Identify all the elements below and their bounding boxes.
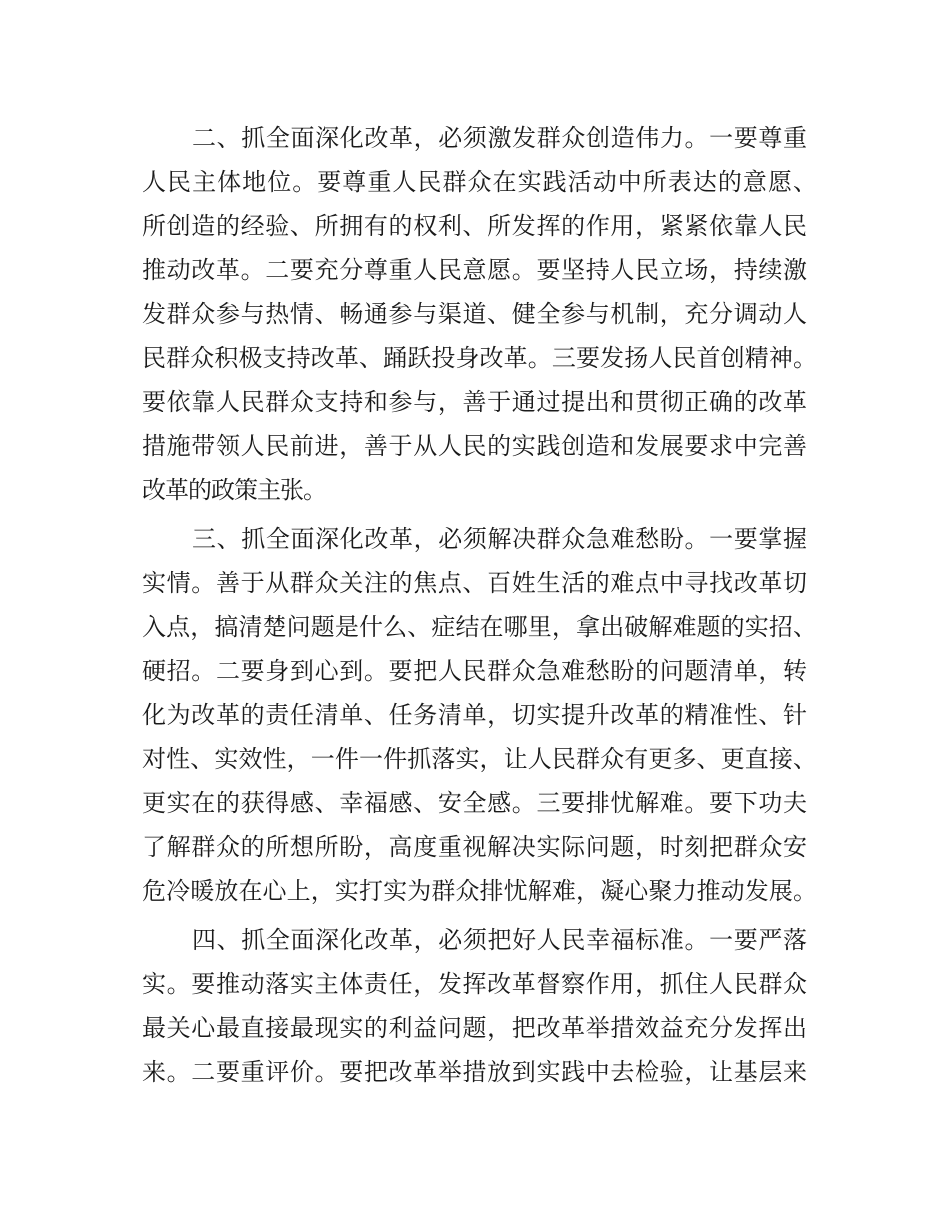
line-text: 危冷暖放在心上，实打实为群众排忧解难，凝心聚力推动发展。 [142,877,818,905]
line-text: 民群众积极支持改革、踊跃投身改革。三要发扬人民首创精神。 [142,344,818,372]
line-text: 三、抓全面深化改革，必须解决群众急难愁盼。一要掌握 [192,525,808,553]
line-text: 推动改革。二要充分尊重人民意愿。要坚持人民立场，持续激 [142,256,808,284]
paragraph-2-line-1 [0,519,950,559]
paragraph-1-line-8 [0,426,950,466]
paragraph-1-line-1 [0,118,950,158]
line-text: 实。要推动落实主体责任，发挥改革督察作用，抓住人民群众 [142,970,808,998]
paragraph-1-line-9 [0,470,950,510]
paragraph-2-line-8 [0,827,950,867]
paragraph-1-line-5 [0,294,950,334]
paragraph-1-line-3 [0,206,950,246]
line-text: 措施带领人民前进，善于从人民的实践创造和发展要求中完善 [142,432,808,460]
line-text: 对性、实效性，一件一件抓落实，让人民群众有更多、更直接、 [142,745,818,773]
line-text: 发群众参与热情、畅通参与渠道、健全参与机制，充分调动人 [142,300,808,328]
paragraph-1-line-2 [0,162,950,202]
line-text: 了解群众的所想所盼，高度重视解决实际问题，时刻把群众安 [142,833,808,861]
line-text: 四、抓全面深化改革，必须把好人民幸福标准。一要严落 [192,926,808,954]
paragraph-2-line-5 [0,695,950,735]
line-text: 入点，搞清楚问题是什么、症结在哪里，拿出破解难题的实招、 [142,613,818,641]
line-text: 化为改革的责任清单、任务清单，切实提升改革的精准性、针 [142,701,808,729]
paragraph-3-line-2 [0,964,950,1004]
paragraph-2-line-3 [0,607,950,647]
line-text: 更实在的获得感、幸福感、安全感。三要排忧解难。要下功夫 [142,789,808,817]
paragraph-1-line-7 [0,382,950,422]
line-text: 改革的政策主张。 [142,476,326,504]
paragraph-2-line-9 [0,871,950,911]
line-text: 二、抓全面深化改革，必须激发群众创造伟力。一要尊重 [192,124,808,152]
line-text: 实情。善于从群众关注的焦点、百姓生活的难点中寻找改革切 [142,569,808,597]
paragraph-2-line-7 [0,783,950,823]
line-text: 人民主体地位。要尊重人民群众在实践活动中所表达的意愿、 [142,168,819,196]
line-text: 所创造的经验、所拥有的权利、所发挥的作用，紧紧依靠人民 [142,212,808,240]
paragraph-1-line-4 [0,250,950,290]
paragraph-2-line-4 [0,651,950,691]
paragraph-2-line-2 [0,563,950,603]
line-text: 硬招。二要身到心到。要把人民群众急难愁盼的问题清单，转 [142,657,808,685]
paragraph-1-line-6 [0,338,950,378]
line-text: 要依靠人民群众支持和参与，善于通过提出和贯彻正确的改革 [142,388,808,416]
line-text: 来。二要重评价。要把改革举措放到实践中去检验，让基层来 [142,1058,808,1086]
paragraph-3-line-1 [0,920,950,960]
line-text: 最关心最直接最现实的利益问题，把改革举措效益充分发挥出 [142,1014,808,1042]
paragraph-3-line-4 [0,1052,950,1092]
paragraph-3-line-3 [0,1008,950,1048]
paragraph-2-line-6 [0,739,950,779]
